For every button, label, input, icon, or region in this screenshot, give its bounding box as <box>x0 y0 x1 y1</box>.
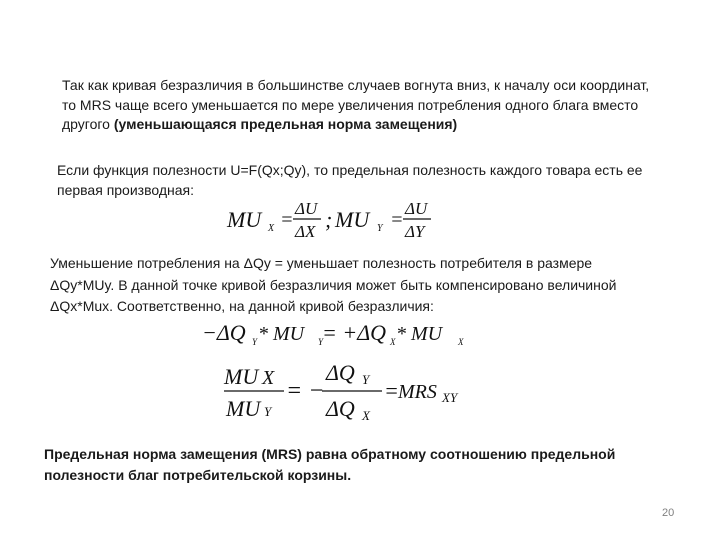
formula-operator: = − <box>286 378 325 404</box>
formula-operator: = <box>384 378 399 403</box>
text-line: Уменьшение потребления на ΔQy = уменьшает полезность потребителя в размере <box>50 255 593 271</box>
formula-term: * MU <box>396 323 443 345</box>
formula-operator: = <box>390 209 404 231</box>
formula-subscript: Y <box>377 223 383 234</box>
formula-subscript: X <box>458 337 464 347</box>
formula-numerator: ΔQ <box>326 360 355 385</box>
page-number: 20 <box>662 507 675 519</box>
formula-denominator: ΔX <box>295 222 316 241</box>
formula-term: MRS <box>398 381 437 403</box>
formula-term: = +ΔQ <box>322 320 386 345</box>
paragraph-mrs-definition <box>44 444 694 486</box>
text-plain: другого <box>62 116 114 132</box>
formula-term: MU <box>227 207 262 232</box>
text-line <box>62 115 702 135</box>
text-bold: (уменьшающаяся предельная норма замещения) <box>113 116 458 132</box>
text-line: Так как кривая безразличия в большинстве случаев вогнута вниз, к началу оси координат, <box>62 77 650 93</box>
formula-subscript: Y <box>264 404 272 419</box>
formula-subscript: X <box>262 367 275 389</box>
formula-subscript: Y <box>362 372 370 387</box>
formula-term: * MU <box>258 323 305 345</box>
text-line: ΔQy*MUy. В данной точке кривой безразличия может быть компенсировано величиной <box>50 276 617 293</box>
paragraph-compensation <box>50 253 700 318</box>
paragraph-utility-function <box>57 161 697 200</box>
formula-mrs <box>222 358 472 428</box>
formula-subscript: X <box>390 337 396 347</box>
text-line: то MRS чаще всего уменьшается по мере увеличения потребления одного блага вместо <box>62 96 639 113</box>
formula-subscript: XY <box>442 390 458 405</box>
text-line: ΔQx*Mux. Соответственно, на данной кривой безразличия: <box>50 298 434 314</box>
formula-denominator: MU <box>226 396 261 421</box>
formula-separator: ; <box>325 207 333 232</box>
formula-denominator: ΔY <box>405 222 425 241</box>
formula-subscript: X <box>362 408 370 423</box>
text-line: полезности благ потребительской корзины. <box>44 467 352 483</box>
formula-subscript: Y <box>252 337 258 347</box>
formula-equal-utility <box>200 316 480 352</box>
text-line: Предельная норма замещения (MRS) равна обратному соотношению предельной <box>44 446 616 462</box>
text-line: первая производная: <box>57 181 194 198</box>
text-line: Если функция полезности U=F(Qx;Qy), то предельная полезность каждого товара есть ее <box>57 162 643 178</box>
formula-numerator: MU <box>224 364 259 389</box>
formula-subscript: Y <box>318 337 324 347</box>
formula-term: −ΔQ <box>202 320 246 345</box>
formula-term: MU <box>335 207 370 232</box>
formula-numerator: ΔU <box>295 199 318 218</box>
formula-denominator: ΔQ <box>326 396 355 421</box>
formula-operator: = <box>280 209 294 231</box>
paragraph-indifference-curve <box>62 76 702 135</box>
formula-subscript: X <box>268 223 275 234</box>
formula-marginal-utility <box>225 196 445 246</box>
formula-numerator: ΔU <box>405 199 428 218</box>
